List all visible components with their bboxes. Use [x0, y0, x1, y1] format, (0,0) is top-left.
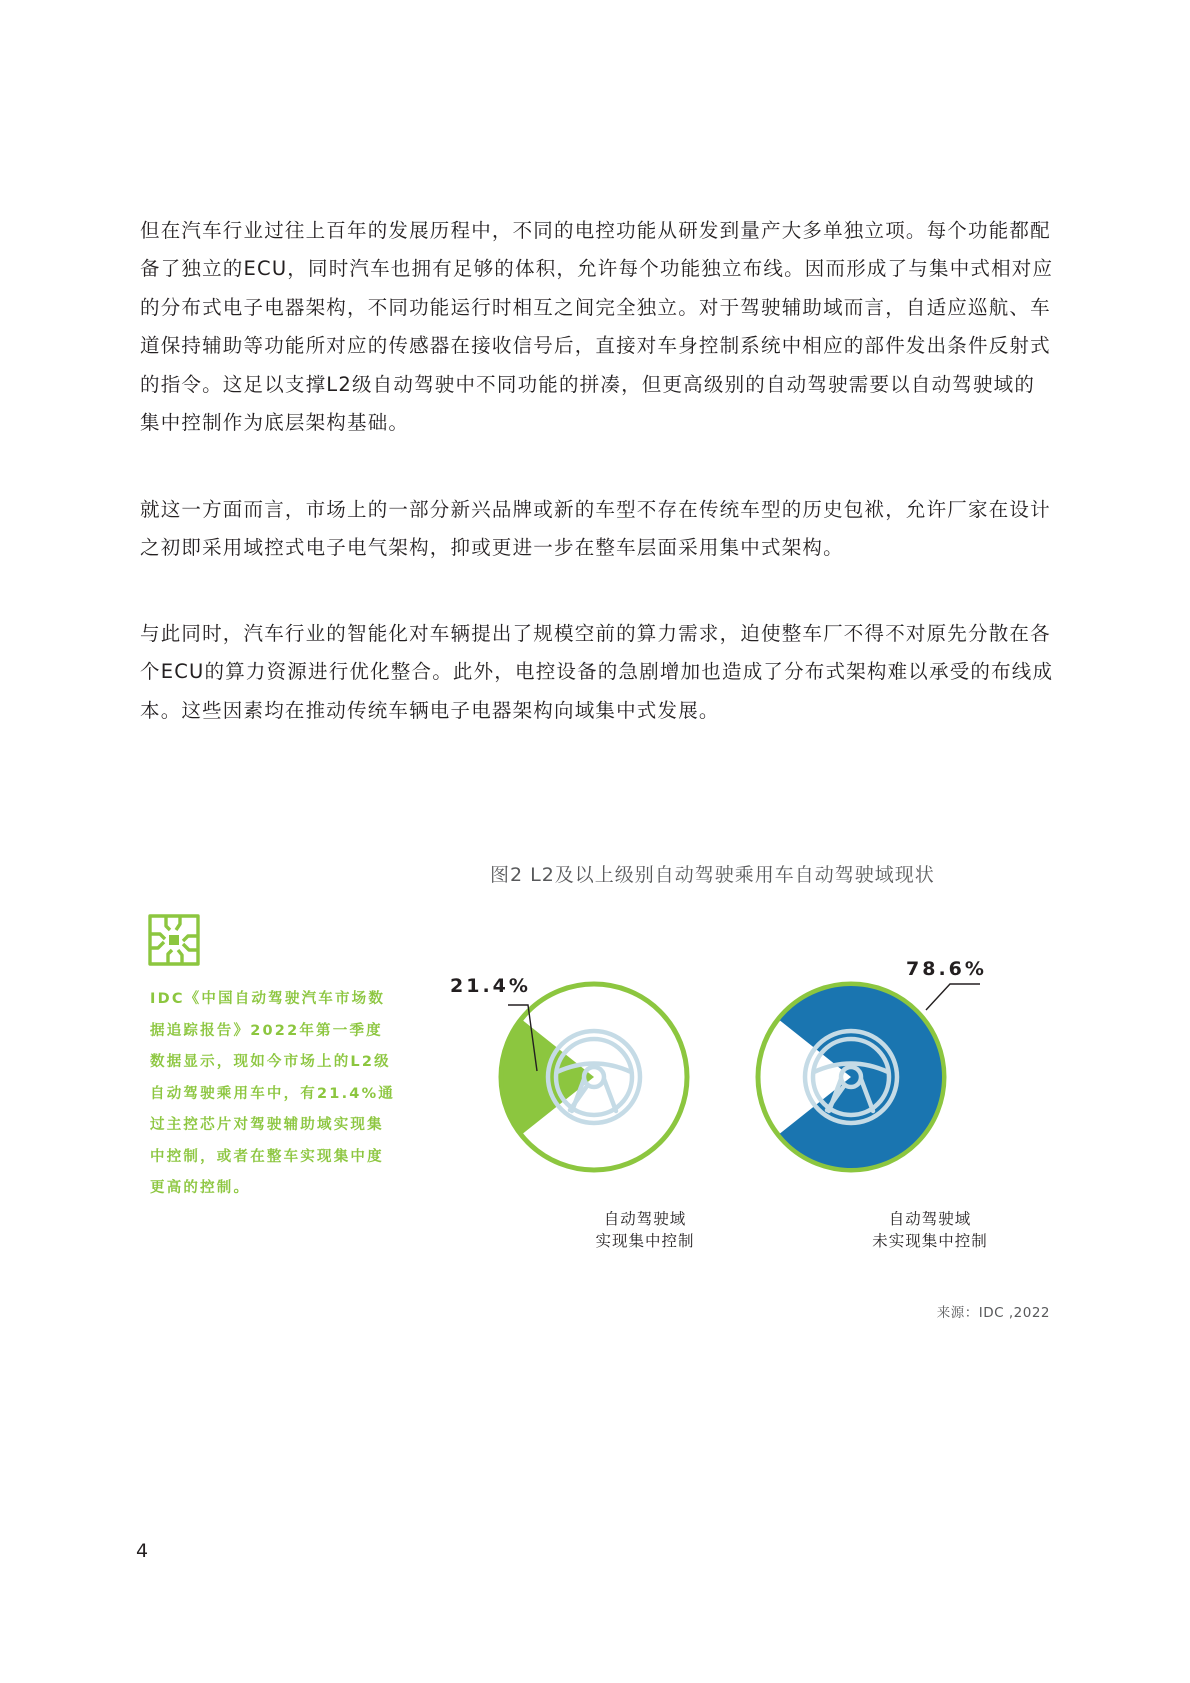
- source-note: 来源：IDC ,2022: [936, 1305, 1050, 1321]
- chart-2-caption-line-1: 自动驾驶域: [888, 1210, 972, 1228]
- page-number: 4: [136, 1540, 149, 1562]
- chart-1-caption-line-1: 自动驾驶域: [603, 1210, 687, 1228]
- chart-2-caption: [830, 1208, 1030, 1252]
- chart-2: [758, 960, 987, 1170]
- figure-title: 图2 L2及以上级别自动驾驶乘用车自动驾驶域现状: [490, 864, 935, 886]
- chart-1-value-label: 21.4%: [450, 975, 531, 997]
- circuit-chip-icon: [148, 914, 200, 966]
- chart-1-caption: [545, 1208, 745, 1252]
- chart-1: [450, 975, 687, 1170]
- donut-charts: [440, 960, 1040, 1205]
- body-paragraph-1: 但在汽车行业过往上百年的发展历程中，不同的电控功能从研发到量产大多单独立项。每个功能都配备了独立的ECU，同时汽车也拥有足够的体积，允许每个功能独立布线。因而形成了与集中式相对应的分布式电子电器架构，不同功能运行时相互之间完全独立。对于驾驶辅助域而言，自适应巡航、车道保持辅助等功能所对应的传感器在接收信号后，直接对车身控制系统中相应的部件发出条件反射式的指令。这足以支撑L2级自动驾驶中不同功能的拼凑，但更高级别的自动驾驶需要以自动驾驶域的集中控制作为底层架构基础。: [140, 219, 1054, 435]
- side-note: IDC《中国自动驾驶汽车市场数据追踪报告》2022年第一季度数据显示，现如今市场上的L2级自动驾驶乘用车中，有21.4%通过主控芯片对驾驶辅助域实现集中控制，或者在整车实现集中度更高的控制。: [150, 991, 396, 1196]
- body-paragraph-3: 与此同时，汽车行业的智能化对车辆提出了规模空前的算力需求，迫使整车厂不得不对原先分散在各个ECU的算力资源进行优化整合。此外，电控设备的急剧增加也造成了分布式架构难以承受的布线成本。这些因素均在推动传统车辆电子电器架构向域集中式发展。: [140, 622, 1054, 722]
- body-paragraph-2: 就这一方面而言，市场上的一部分新兴品牌或新的车型不存在传统车型的历史包袱，允许厂家在设计之初即采用域控式电子电气架构，抑或更进一步在整车层面采用集中式架构。: [140, 498, 1051, 560]
- chart-1-caption-line-2: 实现集中控制: [595, 1232, 695, 1250]
- chart-2-value-label: 78.6%: [906, 960, 987, 980]
- chart-2-leader-line: [926, 984, 980, 1010]
- chart-2-caption-line-2: 未实现集中控制: [872, 1232, 988, 1250]
